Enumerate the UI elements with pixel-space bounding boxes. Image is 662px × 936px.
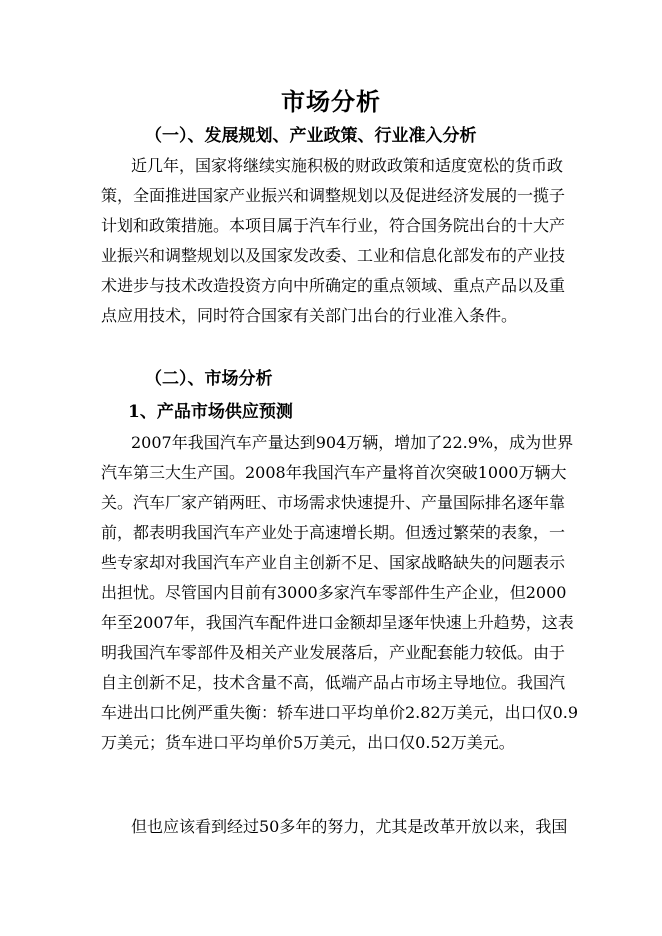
section1-line: 术进步与技术改造投资方向中所确定的重点领域、重点产品以及重 bbox=[101, 276, 566, 295]
section2-line: 关。汽车厂家产销两旺、市场需求快速提升、产量国际排名逐年靠 bbox=[101, 493, 566, 512]
section2-line: 些专家却对我国汽车产业自主创新不足、国家战略缺失的问题表示 bbox=[101, 553, 566, 572]
section1-heading: （一）、发展规划、产业政策、行业准入分析 bbox=[145, 126, 477, 146]
section1-line: 点应用技术，同时符合国家有关部门出台的行业准入条件。 bbox=[101, 306, 518, 325]
section2-line: 汽车第三大生产国。2008年我国汽车产量将首次突破1000万辆大 bbox=[101, 463, 567, 482]
section2-line: 出担忧。尽管国内目前有3000多家汽车零部件生产企业，但2000 bbox=[101, 583, 567, 602]
section2-subheading: 1、产品市场供应预测 bbox=[128, 402, 293, 422]
section2-line: 自主创新不足，技术含量不高，低端产品占市场主导地位。我国汽 bbox=[101, 673, 566, 692]
section2-heading: （二）、市场分析 bbox=[145, 369, 273, 389]
section2-line: 年至2007年，我国汽车配件进口金额却呈逐年快速上升趋势，这表 bbox=[101, 613, 574, 632]
section2-line: 前，都表明我国汽车产业处于高速增长期。但透过繁荣的表象，一 bbox=[101, 523, 566, 542]
document-title: 市场分析 bbox=[281, 87, 381, 116]
section1-line: 计划和政策措施。本项目属于汽车行业，符合国务院出台的十大产 bbox=[101, 216, 566, 235]
section1-line: 业振兴和调整规划以及国家发改委、工业和信息化部发布的产业技 bbox=[101, 246, 566, 265]
section1-line: 策，全面推进国家产业振兴和调整规划以及促进经济发展的一揽子 bbox=[101, 186, 566, 205]
section1-line: 近几年，国家将继续实施积极的财政政策和适度宽松的货币政 bbox=[131, 156, 564, 175]
section2-line: 万美元；货车进口平均单价5万美元，出口仅0.52万美元。 bbox=[101, 733, 515, 752]
section2-line: 2007年我国汽车产量达到904万辆，增加了22.9%，成为世界 bbox=[131, 433, 574, 452]
section2-line: 但也应该看到经过50多年的努力，尤其是改革开放以来，我国 bbox=[131, 817, 568, 836]
section1-paragraph bbox=[101, 151, 571, 331]
section2-line: 明我国汽车零部件及相关产业发展落后，产业配套能力较低。由于 bbox=[101, 643, 566, 662]
section2-line: 车进出口比例严重失衡：轿车进口平均单价2.82万美元，出口仅0.9 bbox=[101, 703, 579, 722]
section2-paragraph-1 bbox=[101, 428, 579, 758]
section2-paragraph-2 bbox=[101, 812, 571, 842]
